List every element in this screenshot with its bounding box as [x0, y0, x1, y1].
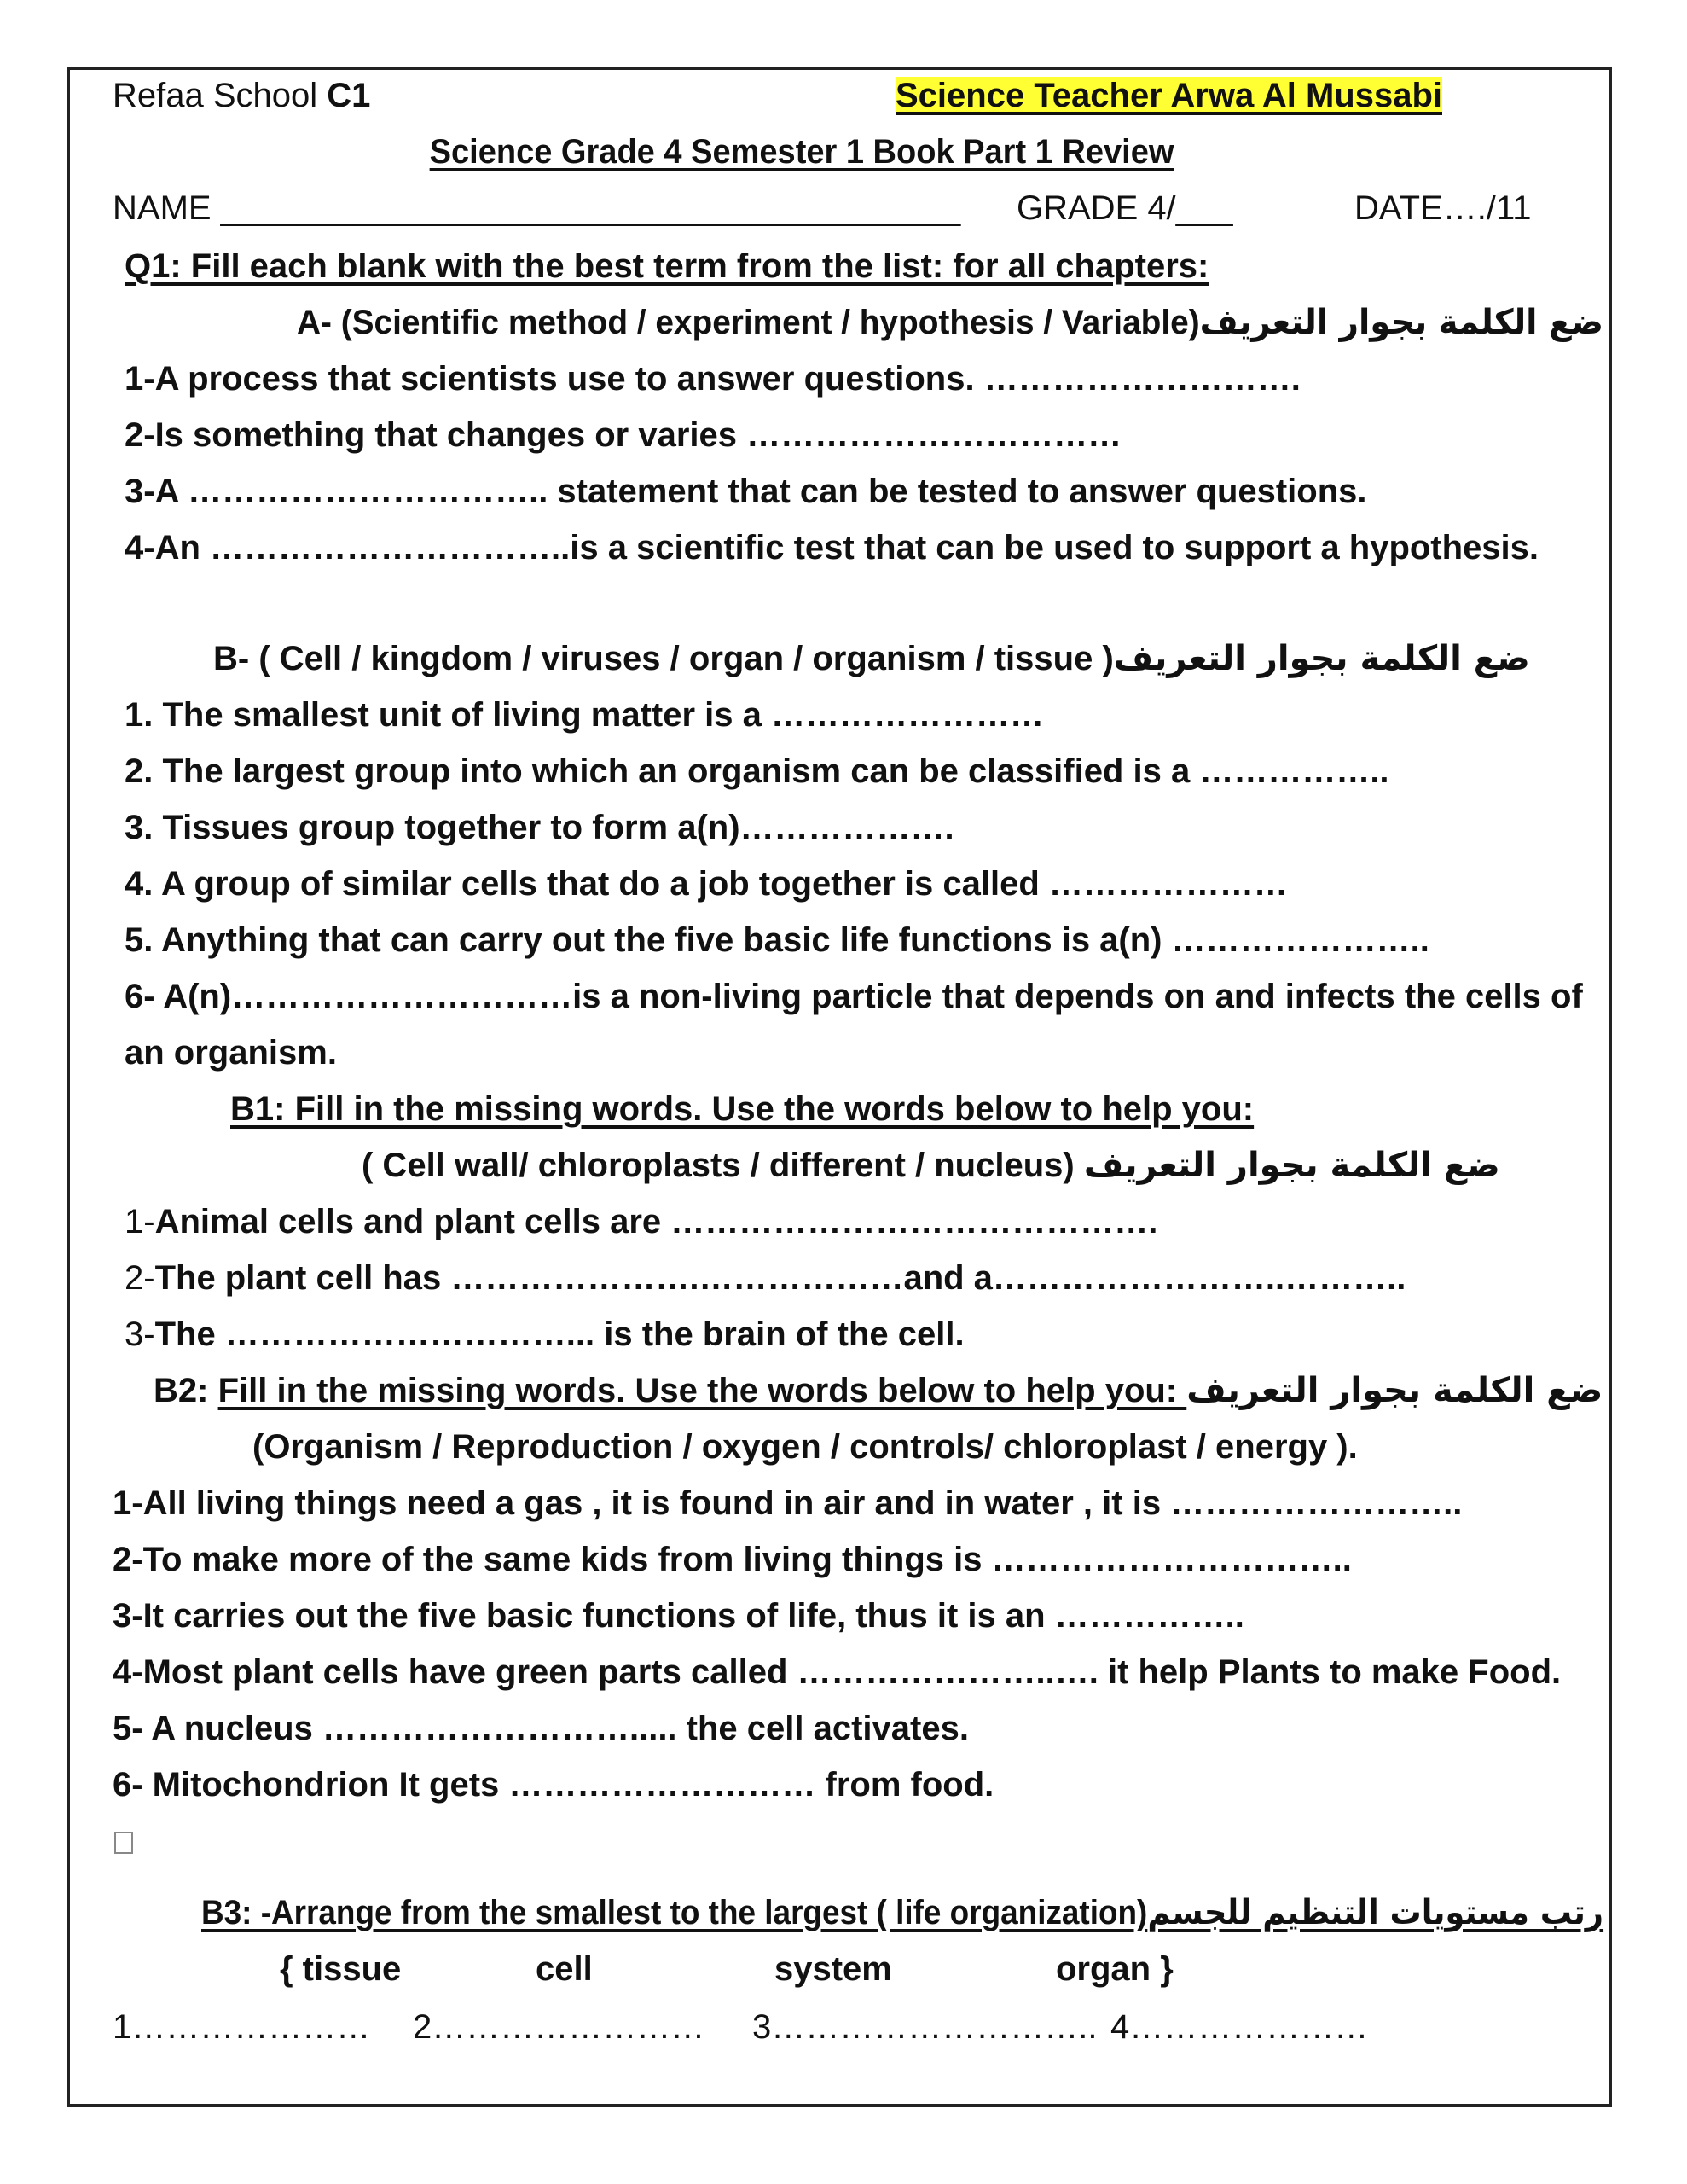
b1-item-number: 1- — [125, 1203, 155, 1240]
b3-heading — [201, 1892, 1603, 1933]
b2-item: 5- A nucleus ………………………..... the cell activates. — [113, 1710, 969, 1747]
b1-item — [125, 1314, 965, 1355]
b2-label: B2: — [154, 1372, 218, 1409]
b1-terms — [362, 1145, 1500, 1186]
b3-arabic: رتب مستويات التنظيم للجسم — [1147, 1893, 1604, 1932]
school-label: Refaa School — [113, 77, 328, 114]
section-b-terms — [213, 638, 1530, 679]
b2-item: 1-All living things need a gas , it is found in air and in water , it is …………………….. — [113, 1484, 1463, 1522]
b1-item-text: Animal cells and plant cells are ……………………………………. — [154, 1203, 1158, 1240]
q1-heading: Q1: Fill each blank with the best term from the list: for all chapters: — [125, 247, 1209, 285]
b3-word: organ } — [1056, 1950, 1174, 1988]
b1-item — [125, 1201, 1157, 1242]
b2-item: 2-To make more of the same kids from living things is ………………………….. — [113, 1541, 1352, 1578]
b3-answer-blank: 4………………… — [1110, 2008, 1369, 2046]
b1-item-text: The plant cell has ………………….………………and a……………………..……….. — [154, 1259, 1406, 1297]
b2-heading-text: Fill in the missing words. Use the words below to help you: — [217, 1372, 1187, 1409]
page-title: Science Grade 4 Semester 1 Book Part 1 Review — [429, 133, 1174, 171]
b3-word: { tissue — [280, 1950, 402, 1988]
b3-word: cell — [536, 1950, 593, 1988]
name-line: NAME _______________________________________ — [113, 189, 961, 227]
b2-terms: (Organism / Reproduction / oxygen / controls/ chloroplast / energy ). — [252, 1428, 1358, 1466]
b2-arabic: ضع الكلمة بجوار التعريف — [1186, 1371, 1603, 1410]
section-a-item: 2-Is something that changes or varies …………………………… — [125, 416, 1122, 454]
b3-answer-blank: 2…………………… — [413, 2008, 705, 2046]
checkbox-glyph — [114, 1821, 133, 1862]
section-b-arabic: ضع الكلمة بجوار التعريف — [1113, 639, 1530, 678]
b3-answer-blank: 3……………………….. — [752, 2008, 1098, 2046]
b1-item-text: The …………………………... is the brain of the cell. — [154, 1316, 965, 1353]
section-b-item: 2. The largest group into which an organism can be classified is a …………….. — [125, 752, 1389, 790]
section-a-item: 1-A process that scientists use to answer questions. ………………………. — [125, 360, 1301, 398]
section-a-item: 4-An …………………………..is a scientific test that can be used to support a hypothesis. — [125, 529, 1539, 566]
date-line: DATE…./11 — [1354, 189, 1532, 227]
b1-item — [125, 1258, 1406, 1298]
section-b-item: 1. The smallest unit of living matter is a …………………… — [125, 696, 1044, 734]
section-a-item: 3-A ………………………….. statement that can be tested to answer questions. — [125, 473, 1367, 510]
b1-item-number: 2- — [125, 1259, 155, 1297]
b1-item-number: 3- — [125, 1316, 155, 1353]
b2-item: 4-Most plant cells have green parts called …………………..…. it help Plants to make Food. — [113, 1653, 1562, 1691]
b3-heading-text: B3: -Arrange from the smallest to the largest ( life organization) — [201, 1894, 1148, 1931]
b2-item: 6- Mitochondrion It gets ……………………… from food. — [113, 1766, 994, 1804]
b2-item: 3-It carries out the five basic functions of life, thus it is an …………….. — [113, 1597, 1244, 1635]
b1-term-list: ( Cell wall/ chloroplasts / different / nucleus) — [362, 1147, 1084, 1184]
section-b-item: 5. Anything that can carry out the five basic life functions is a(n) ………………….. — [125, 921, 1429, 959]
section-a-term-list: A- (Scientific method / experiment / hypothesis / Variable) — [297, 304, 1200, 341]
b3-word: system — [774, 1950, 892, 1988]
teacher-highlight: Science Teacher Arwa Al Mussabi — [896, 77, 1442, 114]
section-b-item: 4. A group of similar cells that do a job together is called ………………… — [125, 865, 1288, 903]
school-name — [113, 75, 370, 116]
section-b-item: an organism. — [125, 1034, 337, 1072]
b1-arabic: ضع الكلمة بجوار التعريف — [1083, 1146, 1500, 1185]
section-a-terms — [297, 302, 1603, 343]
section-b-item: 3. Tissues group together to form a(n)………………. — [125, 809, 954, 846]
teacher-name — [896, 75, 1442, 116]
b3-answer-blank: 1………………… — [113, 2008, 371, 2046]
section-b-term-list: B- ( Cell / kingdom / viruses / organ / organism / tissue ) — [213, 640, 1114, 677]
grade-line: GRADE 4/___ — [1017, 189, 1233, 227]
square-icon — [114, 1832, 133, 1854]
section-a-arabic: ضع الكلمة بجوار التعريف — [1199, 303, 1603, 342]
b2-heading — [154, 1370, 1603, 1411]
school-class: C1 — [327, 77, 371, 114]
section-b-item: 6- A(n)…………………………is a non-living particle that depends on and infects the cells of — [125, 978, 1583, 1015]
b1-heading: B1: Fill in the missing words. Use the words below to help you: — [230, 1090, 1255, 1128]
